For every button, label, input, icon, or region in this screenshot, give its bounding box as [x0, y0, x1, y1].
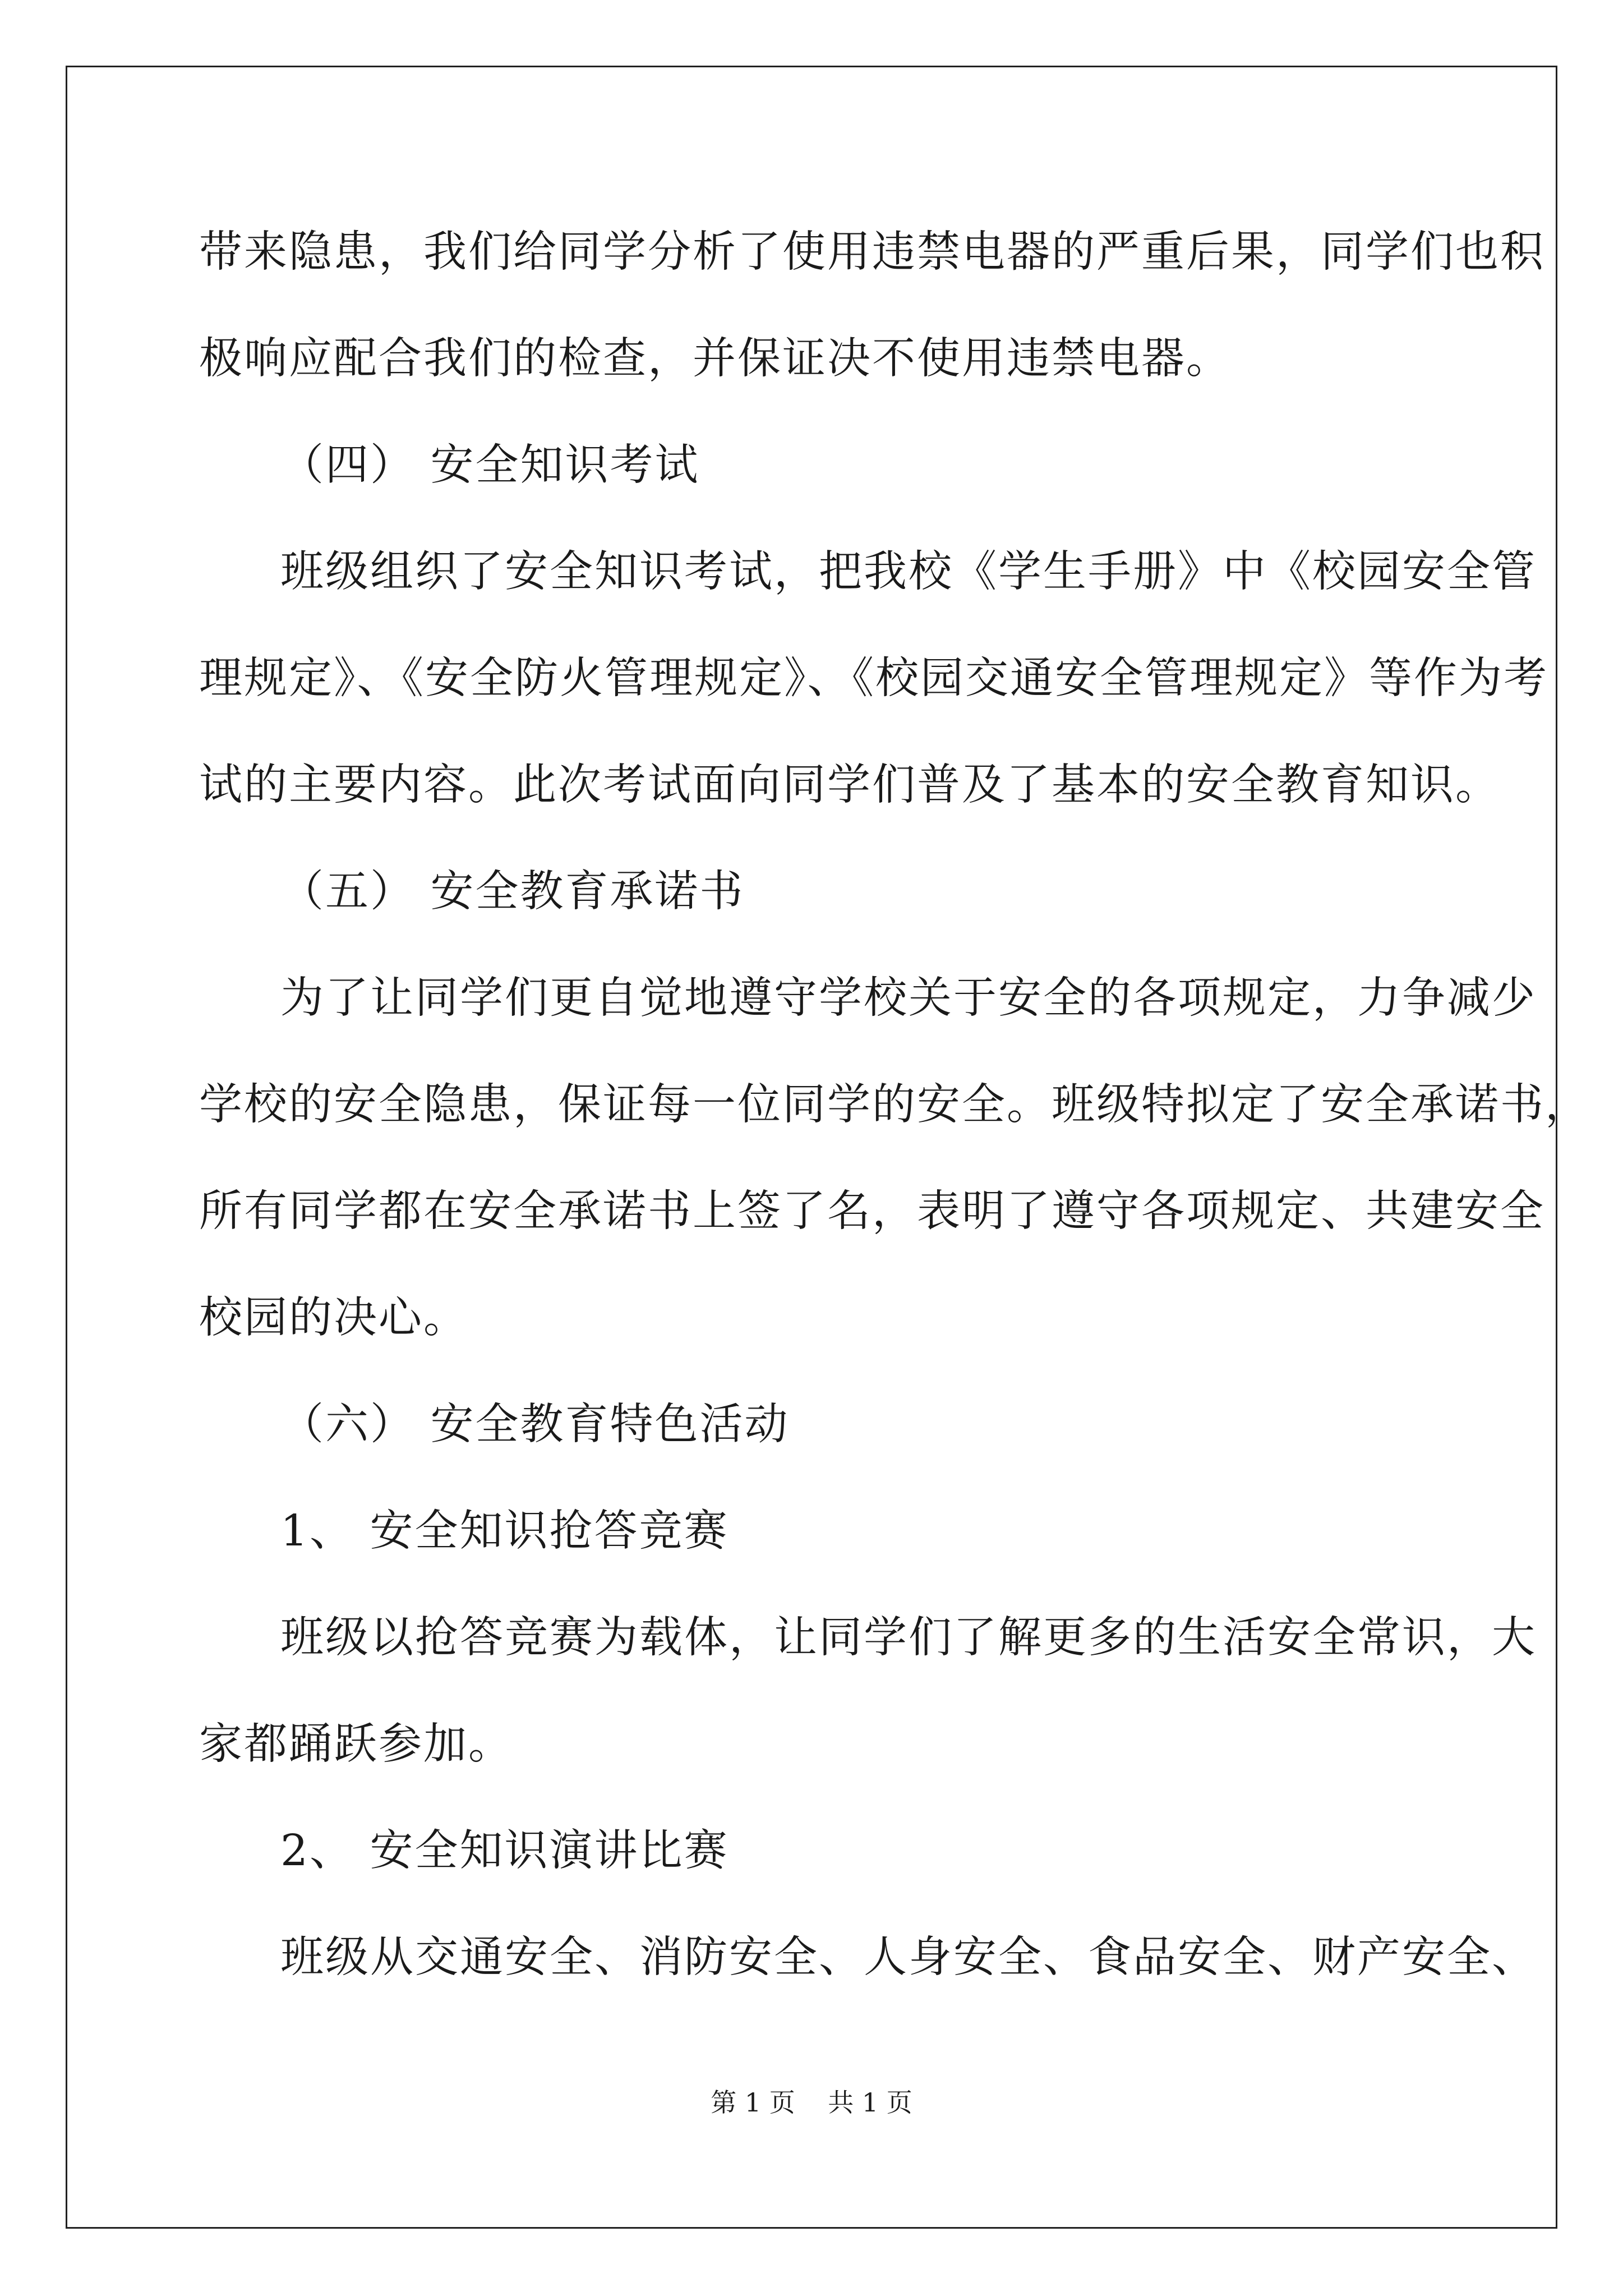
page-border: [66, 66, 1590, 2229]
body-text-line: 理规定》、《安全防火管理规定》、《校园交通安全管理规定》等作为考: [199, 654, 1548, 703]
body-text-line: 带来隐患，我们给同学分析了使用违禁电器的严重后果，同学们也积: [199, 227, 1545, 277]
body-text-line: 校园的决心。: [199, 1293, 468, 1343]
paragraph-start: 为了让同学们更自觉地遵守学校关于安全的各项规定，力争减少: [280, 973, 1537, 1023]
subsection-heading-1: 1、 安全知识抢答竞赛: [280, 1506, 729, 1556]
body-text-line: 学校的安全隐患，保证每一位同学的安全。班级特拟定了安全承诺书，: [199, 1080, 1590, 1130]
paragraph-start: 班级从交通安全、消防安全、人身安全、食品安全、财产安全、: [280, 1932, 1537, 1982]
page-number-footer: 第 1 页 共 1 页: [711, 2087, 912, 2118]
paragraph-start: 班级组织了安全知识考试，把我校《学生手册》中《校园安全管: [280, 547, 1537, 597]
body-text-line: 家都踊跃参加。: [199, 1719, 513, 1769]
body-text-line: 所有同学都在安全承诺书上签了名，表明了遵守各项规定、共建安全: [199, 1186, 1545, 1236]
body-text-line: 试的主要内容。此次考试面向同学们普及了基本的安全教育知识。: [199, 760, 1500, 810]
paragraph-start: 班级以抢答竞赛为载体，让同学们了解更多的生活安全常识，大: [280, 1613, 1537, 1663]
body-text-line: 极响应配合我们的检查，并保证决不使用违禁电器。: [199, 334, 1231, 384]
section-heading-4: （四） 安全知识考试: [280, 440, 700, 490]
section-heading-6: （六） 安全教育特色活动: [280, 1400, 790, 1450]
section-heading-5: （五） 安全教育承诺书: [280, 867, 745, 917]
subsection-heading-2: 2、 安全知识演讲比赛: [280, 1826, 729, 1876]
